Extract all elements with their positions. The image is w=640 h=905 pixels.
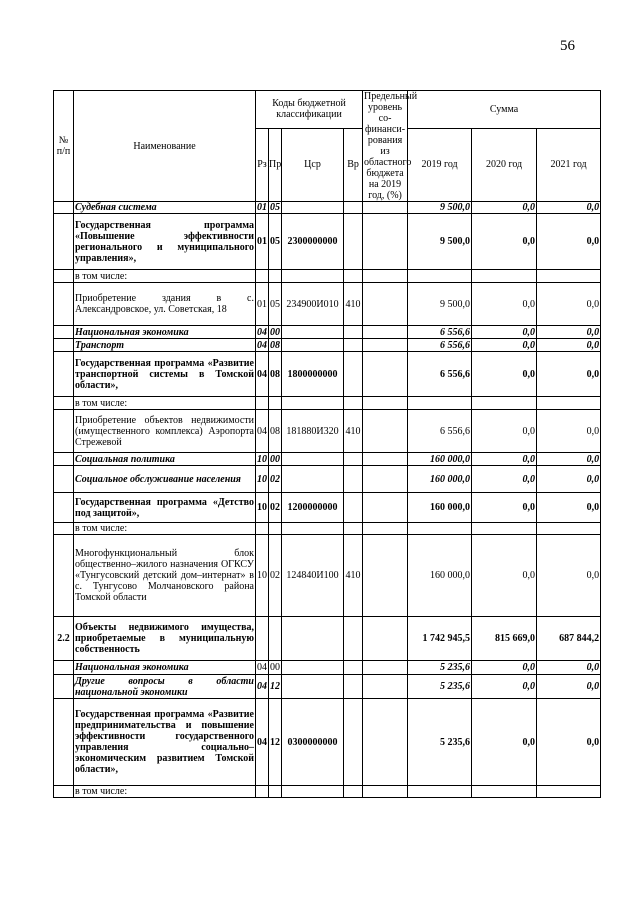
page-number: 56 (560, 38, 575, 54)
cell-2019: 1 742 945,5 (408, 617, 472, 661)
cell-name: Другие вопросы в области национальной экономики (75, 675, 254, 698)
cell-pr: 00 (270, 453, 280, 465)
cell-csr (282, 202, 344, 214)
cell-num: 2.2 (54, 617, 74, 661)
table-row (54, 535, 601, 617)
cell-csr (282, 675, 344, 699)
cell-num (54, 493, 74, 523)
cell-2019: 9 500,0 (408, 214, 472, 270)
cell-num (54, 453, 74, 466)
header-num: № п/п (54, 91, 74, 202)
cell-limit (363, 339, 408, 352)
cell-rz: 01 (256, 214, 269, 270)
cell-limit (363, 493, 408, 523)
cell-rz (256, 786, 269, 798)
cell-num (54, 699, 74, 786)
cell-rz: 04 (256, 699, 269, 786)
cell-limit (363, 523, 408, 535)
cell-2019: 9 500,0 (408, 283, 472, 326)
cell-vr (344, 523, 363, 535)
cell-2021: 0,0 (537, 453, 601, 466)
cell-rz (256, 617, 269, 661)
table-row (54, 493, 601, 523)
table-row (54, 352, 601, 397)
cell-rz: 10 (256, 535, 269, 617)
cell-pr: 02 (269, 535, 282, 617)
cell-csr: 181880И320 (282, 410, 344, 453)
cell-name: Государственная программа «Развитие транспортной системы в Томской области», (74, 352, 256, 397)
cell-pr: 08 (270, 339, 280, 351)
cell-limit (363, 283, 408, 326)
cell-pr: 05 (269, 283, 282, 326)
cell-pr (269, 617, 282, 661)
cell-rz: 10 (256, 493, 269, 523)
cell-num (54, 339, 74, 352)
header-csr: Цср (282, 128, 344, 201)
cell-num (54, 466, 74, 493)
header-sum: Сумма (408, 91, 601, 129)
cell-2021: 0,0 (537, 535, 601, 617)
cell-csr (282, 617, 344, 661)
cell-rz: 01 (256, 283, 269, 326)
cell-csr (282, 397, 344, 410)
cell-2021: 0,0 (537, 352, 601, 397)
cell-vr (344, 661, 363, 675)
cell-pr: 08 (269, 410, 282, 453)
cell-2021: 0,0 (537, 326, 601, 339)
cell-name: в том числе: (74, 786, 256, 798)
cell-pr: 12 (269, 675, 282, 699)
cell-2020: 0,0 (472, 410, 537, 453)
cell-pr: 12 (269, 699, 282, 786)
cell-limit (363, 410, 408, 453)
cell-vr (344, 453, 363, 466)
cell-vr (344, 466, 363, 493)
cell-name: Национальная экономика (74, 326, 256, 339)
table-row (54, 675, 601, 699)
cell-limit (363, 699, 408, 786)
header-2020: 2020 год (472, 128, 537, 201)
cell-name: Транспорт (74, 339, 256, 352)
table-row (54, 453, 601, 466)
cell-2020: 0,0 (472, 202, 537, 214)
table-row (54, 410, 601, 453)
cell-vr (344, 202, 363, 214)
cell-num (54, 410, 74, 453)
cell-name: Приобретение объектов недвижимости (имущественного комплекса) Аэропорта Стрежевой (74, 410, 256, 453)
header-2019: 2019 год (408, 128, 472, 201)
cell-rz: 04 (256, 410, 269, 453)
cell-2020: 0,0 (472, 699, 537, 786)
cell-rz: 10 (256, 466, 269, 493)
header-rz: Рз (256, 128, 269, 201)
cell-rz: 04 (257, 326, 267, 338)
cell-2021: 687 844,2 (537, 617, 601, 661)
table-row (54, 523, 601, 535)
cell-2021 (537, 786, 601, 798)
table-row (54, 339, 601, 352)
cell-limit (363, 397, 408, 410)
cell-num (54, 202, 74, 214)
cell-name: Национальная экономика (74, 661, 256, 675)
cell-num (54, 283, 74, 326)
cell-limit (363, 786, 408, 798)
cell-csr (282, 466, 344, 493)
cell-2019: 5 235,6 (408, 699, 472, 786)
table-row (54, 699, 601, 786)
cell-vr: 410 (344, 535, 363, 617)
cell-2021 (537, 523, 601, 535)
cell-vr: 410 (344, 283, 363, 326)
cell-name: Государственная программа «Детство под защитой», (74, 493, 256, 523)
cell-vr (344, 270, 363, 283)
cell-2020 (472, 397, 537, 410)
cell-vr (344, 617, 363, 661)
cell-2020 (472, 786, 537, 798)
header-pr: Пр (269, 128, 282, 201)
cell-2019: 6 556,6 (408, 410, 472, 453)
cell-vr: 410 (344, 410, 363, 453)
cell-2021: 0,0 (537, 214, 601, 270)
cell-2019: 160 000,0 (408, 535, 472, 617)
cell-2020: 0,0 (472, 283, 537, 326)
table-row (54, 202, 601, 214)
header-limit: Предельный уровень со-финанси-рования из областного бюджета на 2019 год, (%) (364, 91, 418, 201)
cell-2019: 6 556,6 (408, 326, 472, 339)
cell-limit (363, 466, 408, 493)
cell-name: Социальная политика (74, 453, 256, 466)
cell-rz: 04 (257, 662, 267, 673)
cell-limit (363, 352, 408, 397)
cell-2019: 6 556,6 (408, 339, 472, 352)
cell-num (54, 535, 74, 617)
cell-name: Судебная система (74, 202, 256, 214)
cell-csr (282, 786, 344, 798)
budget-table (53, 90, 601, 798)
header-2021: 2021 год (537, 128, 601, 201)
cell-num (54, 270, 74, 283)
cell-2021: 0,0 (537, 675, 601, 699)
cell-name: Государственная программа «Развитие предпринимательства и повышение эффективности государственного управления социально–экономическим развитием Томской области», (74, 699, 256, 786)
cell-rz: 04 (256, 675, 269, 699)
cell-limit (363, 675, 408, 699)
cell-2020: 0,0 (472, 453, 537, 466)
cell-num (54, 397, 74, 410)
cell-2019: 160 000,0 (408, 453, 472, 466)
cell-csr (282, 270, 344, 283)
table-row (54, 326, 601, 339)
cell-num (54, 786, 74, 798)
table-row (54, 214, 601, 270)
cell-num (54, 661, 74, 675)
cell-name: Многофункциональный блок общественно–жилого назначения ОГКСУ «Тунгусовский детский дом–интернат» в с. Тунгусово Молчановского района Томской области (74, 535, 256, 617)
header-name: Наименование (74, 91, 256, 202)
cell-2019 (408, 523, 472, 535)
cell-vr (344, 352, 363, 397)
cell-2019: 160 000,0 (408, 493, 472, 523)
cell-2020: 0,0 (472, 675, 537, 699)
cell-rz: 10 (257, 453, 267, 465)
cell-vr (344, 675, 363, 699)
cell-name: Социальное обслуживание населения (74, 466, 256, 493)
cell-num (54, 214, 74, 270)
cell-2020: 0,0 (472, 535, 537, 617)
cell-2019: 6 556,6 (408, 352, 472, 397)
cell-vr (344, 786, 363, 798)
table-row (54, 617, 601, 661)
cell-name: в том числе: (74, 523, 256, 535)
cell-2019 (408, 270, 472, 283)
cell-vr (344, 214, 363, 270)
table-row (54, 270, 601, 283)
cell-csr (282, 661, 344, 675)
cell-2021: 0,0 (537, 283, 601, 326)
cell-2020: 0,0 (472, 326, 537, 339)
cell-2020: 0,0 (472, 339, 537, 352)
cell-2021: 0,0 (537, 339, 601, 352)
cell-csr (282, 523, 344, 535)
cell-csr: 1200000000 (282, 493, 344, 523)
cell-2021: 0,0 (537, 699, 601, 786)
table-header (54, 91, 601, 202)
cell-2019: 5 235,6 (408, 661, 472, 675)
cell-rz: 04 (256, 352, 269, 397)
cell-csr: 2300000000 (282, 214, 344, 270)
cell-pr: 02 (269, 493, 282, 523)
cell-2020: 0,0 (472, 352, 537, 397)
cell-2021: 0,0 (537, 410, 601, 453)
cell-name: Приобретение здания в с. Александровское, ул. Советская, 18 (74, 283, 256, 326)
cell-rz: 01 (257, 202, 267, 213)
cell-csr: 124840И100 (282, 535, 344, 617)
cell-name: в том числе: (74, 270, 256, 283)
cell-2021 (537, 397, 601, 410)
cell-limit (363, 661, 408, 675)
table-row (54, 661, 601, 675)
cell-csr (282, 339, 344, 352)
table-row (54, 283, 601, 326)
cell-vr (344, 493, 363, 523)
cell-csr (282, 326, 344, 339)
cell-2019: 160 000,0 (408, 466, 472, 493)
cell-pr: 08 (269, 352, 282, 397)
cell-num (54, 352, 74, 397)
cell-2019: 9 500,0 (408, 202, 472, 214)
cell-num (54, 523, 74, 535)
cell-2020 (472, 270, 537, 283)
cell-limit (363, 326, 408, 339)
cell-csr: 234900И010 (282, 283, 344, 326)
cell-2020 (472, 523, 537, 535)
cell-vr (344, 397, 363, 410)
cell-name: Государственная программа «Повышение эффективности регионального и муниципального управления», (74, 214, 256, 270)
cell-2020: 0,0 (472, 466, 537, 493)
cell-rz (256, 397, 269, 410)
cell-limit (363, 214, 408, 270)
cell-2019: 5 235,6 (408, 675, 472, 699)
cell-pr: 02 (269, 466, 282, 493)
cell-limit (363, 270, 408, 283)
cell-pr (269, 523, 282, 535)
cell-num (54, 675, 74, 699)
cell-csr: 1800000000 (282, 352, 344, 397)
cell-2019 (408, 397, 472, 410)
cell-limit (363, 535, 408, 617)
cell-pr: 00 (270, 326, 280, 338)
cell-2020: 0,0 (472, 214, 537, 270)
cell-limit (363, 617, 408, 661)
table-row (54, 466, 601, 493)
cell-rz: 04 (257, 339, 267, 351)
cell-num (54, 326, 74, 339)
header-codes: Коды бюджетной классификации (256, 91, 363, 129)
cell-2021 (537, 270, 601, 283)
cell-limit (363, 453, 408, 466)
cell-2021: 0,0 (537, 466, 601, 493)
cell-pr: 05 (269, 214, 282, 270)
cell-vr (344, 699, 363, 786)
cell-vr (344, 326, 363, 339)
cell-2020: 0,0 (472, 493, 537, 523)
cell-2021: 0,0 (537, 202, 601, 214)
table-row (54, 397, 601, 410)
cell-name: Объекты недвижимого имущества, приобретаемые в муниципальную собственность (74, 617, 256, 661)
table-row (54, 786, 601, 798)
cell-csr (282, 453, 344, 466)
cell-2019 (408, 786, 472, 798)
cell-2021: 0,0 (537, 493, 601, 523)
cell-vr (344, 339, 363, 352)
cell-pr: 00 (270, 662, 280, 673)
cell-limit (363, 202, 408, 214)
cell-pr: 05 (270, 202, 280, 213)
cell-name: в том числе: (74, 397, 256, 410)
cell-pr (269, 397, 282, 410)
cell-2020: 0,0 (472, 661, 537, 675)
cell-csr: 0300000000 (282, 699, 344, 786)
cell-pr (269, 786, 282, 798)
header-vr: Вр (344, 128, 363, 201)
cell-pr (269, 270, 282, 283)
cell-2021: 0,0 (537, 661, 601, 675)
cell-2020: 815 669,0 (472, 617, 537, 661)
cell-rz (256, 270, 269, 283)
table-body (54, 202, 601, 798)
cell-rz (256, 523, 269, 535)
